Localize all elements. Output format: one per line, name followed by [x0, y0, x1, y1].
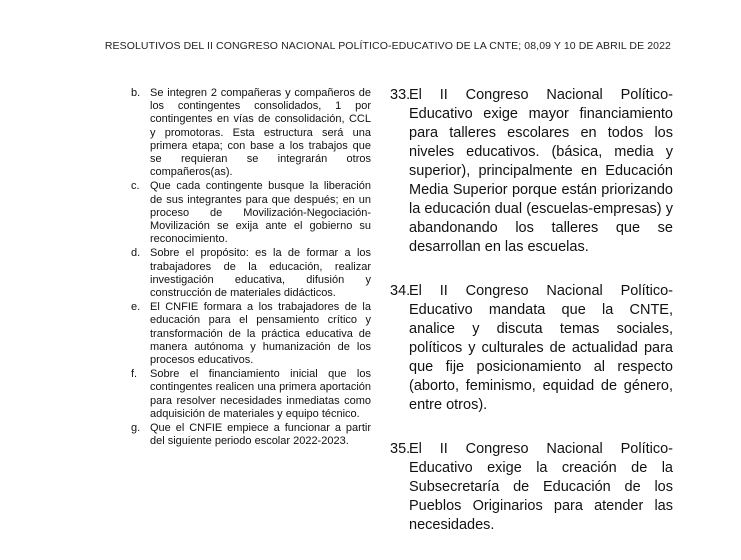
list-item — [131, 301, 371, 367]
list-item — [131, 247, 371, 300]
item-text: Se integren 2 compañeras y compañeros de los contingentes consolidados, 1 por contingentes en vías de consolidación, CCL y promotoras. Esta estructura será una primera etapa; con base a los trabajos que se requieran se integrarán otros compañeros(as). — [150, 87, 371, 179]
item-text: Que el CNFIE empiece a funcionar a partir del siguiente periodo escolar 2022-2023. — [150, 422, 371, 448]
list-item — [131, 87, 371, 179]
resolution-text: El II Congreso Nacional Político-Educativo mandata que la CNTE, analice y discuta temas sociales, políticos y culturales de actualidad para que fije posicionamiento al respecto (aborto, feminismo, equidad de género, entre otros). — [409, 283, 673, 413]
item-letter: f. — [131, 368, 138, 381]
list-item — [131, 180, 371, 246]
resolution-number: 33. — [390, 87, 411, 103]
running-header: RESOLUTIVOS DEL II CONGRESO NACIONAL POLÍTICO-EDUCATIVO DE LA CNTE; 08,09 Y 10 DE ABRIL DE 2022 — [104, 40, 671, 52]
resolution-item — [390, 282, 673, 415]
item-text: Que cada contingente busque la liberación de sus integrantes para que después; en un proceso de Movilización-Negociación-Movilización se exija ante el gobierno su reconocimiento. — [150, 180, 371, 246]
resolution-item — [390, 440, 673, 535]
resolution-number: 35. — [390, 441, 411, 457]
item-letter: c. — [131, 180, 140, 193]
left-column — [131, 87, 371, 449]
item-letter: b. — [131, 87, 141, 99]
item-letter: d. — [131, 247, 141, 260]
resolution-text: El II Congreso Nacional Político-Educativo exige mayor financiamiento para talleres escolares en todos los niveles educativos. (básica, media y superior), principalmente en Educación Media Superior porque están priorizando la educación dual (escuelas-empresas) y abandonando los talleres que se desarrollan en las escuelas. — [409, 87, 673, 255]
resolution-number: 34. — [390, 283, 411, 299]
item-letter: e. — [131, 301, 141, 314]
right-column — [390, 86, 673, 560]
resolution-text: El II Congreso Nacional Político-Educativo exige la creación de la Subsecretaría de Educación de los Pueblos Originarios para atender las necesidades. — [409, 441, 673, 533]
item-text: Sobre el financiamiento inicial que los contingentes realicen una primera aportación para resolver necesidades inmediatas como adquisición de materiales y equipo técnico. — [150, 368, 371, 420]
item-text: El CNFIE formara a los trabajadores de la educación para el pensamiento crítico y transformación de la práctica educativa de manera autónoma y humanización de los procesos educativos. — [150, 301, 371, 367]
item-text: Sobre el propósito: es la de formar a los trabajadores de la educación, realizar investigación educativa, difusión y construcción de materiales didácticos. — [150, 247, 371, 300]
list-item — [131, 368, 371, 421]
resolution-item — [390, 86, 673, 257]
list-item — [131, 422, 371, 448]
item-letter: g. — [131, 422, 141, 435]
